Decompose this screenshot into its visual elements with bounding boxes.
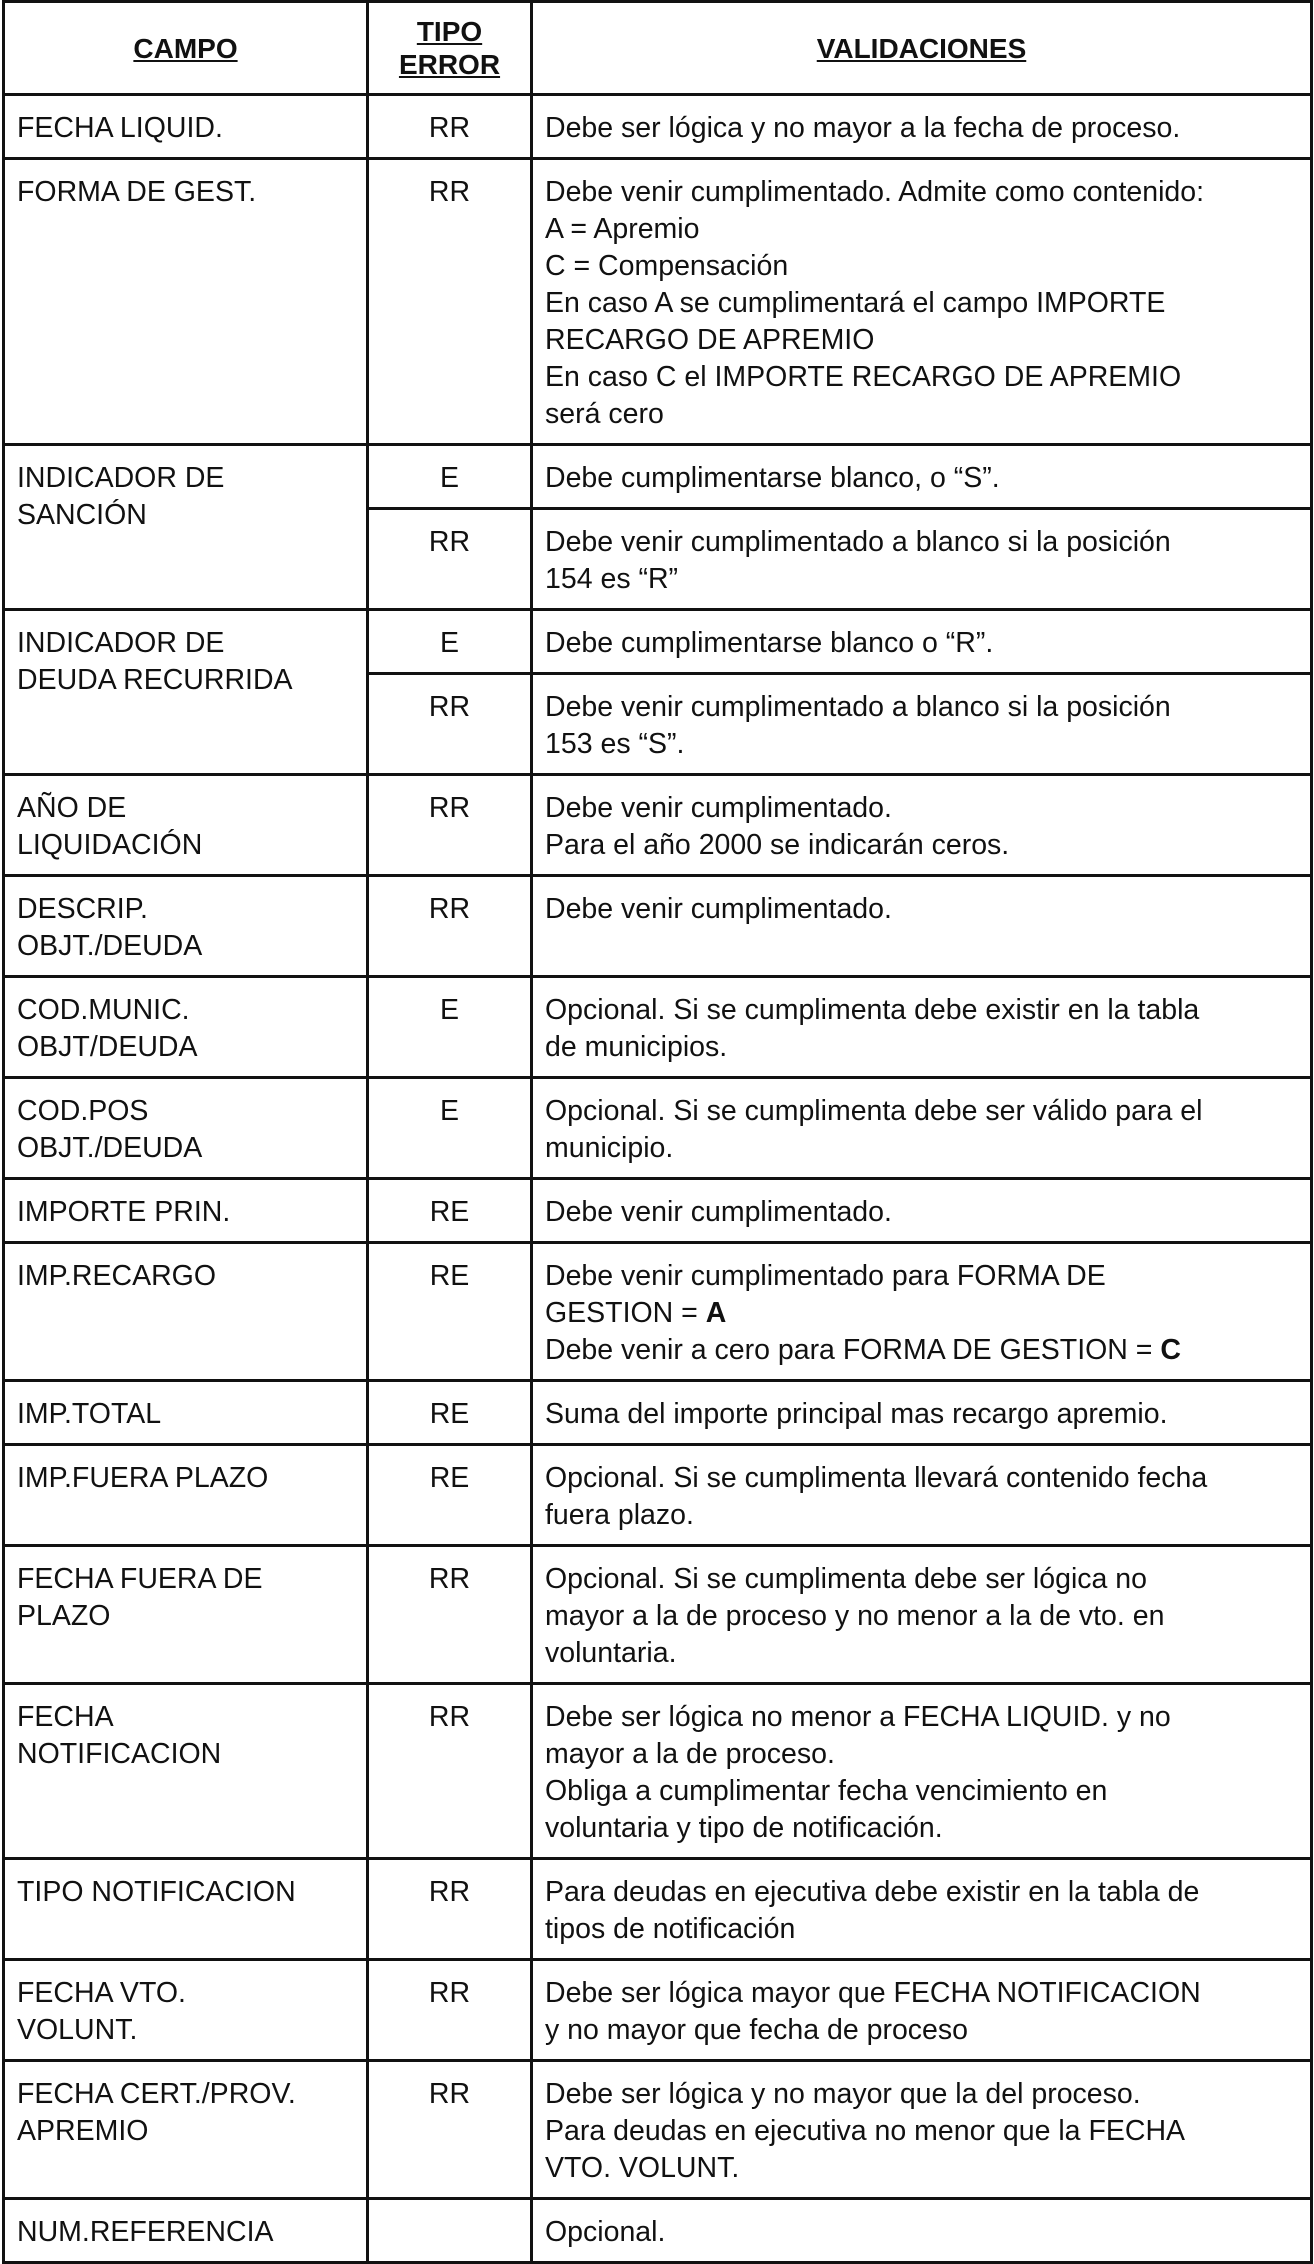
validacion-text: y no mayor que fecha de proceso <box>545 2014 969 2046</box>
table-row <box>4 1243 1312 1381</box>
validacion-text: municipio. <box>545 1132 674 1164</box>
campo-text: OBJT./DEUDA <box>17 1132 203 1164</box>
validacion-text: Debe venir cumplimentado. <box>545 893 892 925</box>
validacion-text: será cero <box>545 398 664 430</box>
validacion-cell <box>532 1179 1312 1243</box>
campo-text: OBJT/DEUDA <box>17 1031 198 1063</box>
table-body <box>4 95 1312 2263</box>
table-row <box>4 1546 1312 1684</box>
validation-table <box>2 0 1313 2264</box>
campo-text: AÑO DE <box>17 792 127 824</box>
validacion-cell <box>532 445 1312 509</box>
validacion-text: Debe ser lógica y no mayor a la fecha de proceso. <box>545 112 1181 144</box>
validacion-cell <box>532 1859 1312 1960</box>
validacion-cell <box>532 1546 1312 1684</box>
validacion-text: voluntaria. <box>545 1637 677 1669</box>
validacion-text: Para el año 2000 se indicarán ceros. <box>545 829 1010 861</box>
campo-cell <box>4 1684 368 1859</box>
validacion-text: C = Compensación <box>545 250 789 282</box>
campo-text: NOTIFICACION <box>17 1738 222 1770</box>
validacion-text: Debe ser lógica y no mayor que la del proceso. <box>545 2078 1141 2110</box>
campo-cell <box>4 1243 368 1381</box>
validacion-cell <box>532 2061 1312 2199</box>
campo-text: FECHA LIQUID. <box>17 112 223 144</box>
campo-text: IMP.TOTAL <box>17 1398 162 1430</box>
campo-text: FECHA <box>17 1701 114 1733</box>
validacion-text: En caso A se cumplimentará el campo IMPORTE <box>545 287 1166 319</box>
campo-text: OBJT./DEUDA <box>17 930 203 962</box>
campo-cell <box>4 977 368 1078</box>
header-tipo-error <box>368 2 532 95</box>
table-row <box>4 1445 1312 1546</box>
validacion-cell <box>532 1445 1312 1546</box>
validacion-cell <box>532 1381 1312 1445</box>
campo-text: COD.POS <box>17 1095 149 1127</box>
validacion-cell <box>532 610 1312 674</box>
table-row <box>4 445 1312 509</box>
tipo-error-cell: RE <box>368 1243 532 1381</box>
campo-text: PLAZO <box>17 1600 111 1632</box>
validacion-text: Opcional. Si se cumplimenta llevará contenido fecha <box>545 1462 1208 1494</box>
validacion-text: Opcional. Si se cumplimenta debe ser lógica no <box>545 1563 1147 1595</box>
tipo-error-cell: RR <box>368 1684 532 1859</box>
header-campo: CAMPO <box>4 2 368 95</box>
validacion-text: tipos de notificación <box>545 1913 796 1945</box>
campo-text: FECHA VTO. <box>17 1977 186 2009</box>
validacion-cell <box>532 775 1312 876</box>
validacion-cell <box>532 1078 1312 1179</box>
tipo-error-cell: E <box>368 610 532 674</box>
validacion-cell <box>532 509 1312 610</box>
validacion-cell <box>532 674 1312 775</box>
header-tipo-line1: TIPO <box>416 16 483 47</box>
campo-cell <box>4 1179 368 1243</box>
validacion-text: Para deudas en ejecutiva no menor que la FECHA <box>545 2115 1186 2147</box>
table-row <box>4 1381 1312 1445</box>
validacion-text: Obliga a cumplimentar fecha vencimiento en <box>545 1775 1108 1807</box>
campo-text: DESCRIP. <box>17 893 148 925</box>
tipo-error-cell: E <box>368 977 532 1078</box>
validacion-text: En caso C el IMPORTE RECARGO DE APREMIO <box>545 361 1182 393</box>
validacion-text: Debe ser lógica no menor a FECHA LIQUID. y no <box>545 1701 1171 1733</box>
table-row <box>4 610 1312 674</box>
campo-cell <box>4 1546 368 1684</box>
campo-text: COD.MUNIC. <box>17 994 190 1026</box>
validacion-text: Suma del importe principal mas recargo apremio. <box>545 1398 1168 1430</box>
validacion-text: voluntaria y tipo de notificación. <box>545 1812 943 1844</box>
tipo-error-cell: RR <box>368 95 532 159</box>
campo-text: IMP.FUERA PLAZO <box>17 1462 269 1494</box>
validacion-cell <box>532 876 1312 977</box>
campo-text: LIQUIDACIÓN <box>17 829 203 861</box>
tipo-error-cell: RR <box>368 1546 532 1684</box>
tipo-error-cell: E <box>368 445 532 509</box>
validacion-text: mayor a la de proceso y no menor a la de vto. en <box>545 1600 1165 1632</box>
validacion-text: Opcional. <box>545 2216 666 2248</box>
campo-cell <box>4 1859 368 1960</box>
campo-cell <box>4 445 368 610</box>
validacion-text: fuera plazo. <box>545 1499 694 1531</box>
campo-cell <box>4 2061 368 2199</box>
validacion-cell <box>532 159 1312 445</box>
campo-text: IMPORTE PRIN. <box>17 1196 231 1228</box>
tipo-error-cell: RR <box>368 159 532 445</box>
tipo-error-cell: RR <box>368 509 532 610</box>
campo-text: INDICADOR DE <box>17 462 225 494</box>
validacion-text: Opcional. Si se cumplimenta debe existir en la tabla <box>545 994 1200 1026</box>
campo-text: SANCIÓN <box>17 499 147 531</box>
campo-cell <box>4 2199 368 2263</box>
validacion-text: VTO. VOLUNT. <box>545 2152 740 2184</box>
validacion-text: Debe cumplimentarse blanco, o “S”. <box>545 462 1000 494</box>
validacion-cell <box>532 1684 1312 1859</box>
campo-cell <box>4 610 368 775</box>
header-tipo-line2: ERROR <box>398 49 501 80</box>
validacion-cell <box>532 1243 1312 1381</box>
validacion-cell <box>532 1960 1312 2061</box>
campo-text: IMP.RECARGO <box>17 1260 217 1292</box>
table-row <box>4 159 1312 445</box>
campo-cell <box>4 159 368 445</box>
validacion-text: Debe ser lógica mayor que FECHA NOTIFICACION <box>545 1977 1201 2009</box>
validacion-text: Debe venir cumplimentado a blanco si la posición <box>545 526 1171 558</box>
validacion-text: Debe venir cumplimentado para FORMA DE <box>545 1260 1106 1292</box>
campo-text: NUM.REFERENCIA <box>17 2216 274 2248</box>
validacion-text: Debe venir cumplimentado. <box>545 1196 892 1228</box>
campo-cell <box>4 95 368 159</box>
header-row <box>4 2 1312 95</box>
validacion-text: Para deudas en ejecutiva debe existir en la tabla de <box>545 1876 1200 1908</box>
table-row <box>4 1179 1312 1243</box>
table-row <box>4 775 1312 876</box>
validacion-text: Debe venir cumplimentado. <box>545 792 892 824</box>
table-row <box>4 1684 1312 1859</box>
tipo-error-cell: RR <box>368 674 532 775</box>
tipo-error-cell: RE <box>368 1445 532 1546</box>
tipo-error-cell: RR <box>368 1859 532 1960</box>
validacion-text: Debe venir cumplimentado a blanco si la posición <box>545 691 1171 723</box>
table-row <box>4 876 1312 977</box>
table-row <box>4 1960 1312 2061</box>
validacion-text: RECARGO DE APREMIO <box>545 324 875 356</box>
validation-document <box>2 0 1310 2248</box>
campo-text: FECHA CERT./PROV. <box>17 2078 296 2110</box>
tipo-error-cell <box>368 2199 532 2263</box>
tipo-error-cell: RR <box>368 876 532 977</box>
validacion-text: GESTION = A <box>545 1297 727 1329</box>
campo-text: TIPO NOTIFICACION <box>17 1876 296 1908</box>
tipo-error-cell: RE <box>368 1179 532 1243</box>
campo-text: INDICADOR DE <box>17 627 225 659</box>
campo-cell <box>4 775 368 876</box>
validacion-cell <box>532 2199 1312 2263</box>
campo-cell <box>4 1445 368 1546</box>
validacion-text: 154 es “R” <box>545 563 679 595</box>
validacion-text: Debe cumplimentarse blanco o “R”. <box>545 627 994 659</box>
campo-cell <box>4 1078 368 1179</box>
tipo-error-cell: RR <box>368 775 532 876</box>
campo-text: FECHA FUERA DE <box>17 1563 263 1595</box>
header-validaciones: VALIDACIONES <box>532 2 1312 95</box>
table-row <box>4 95 1312 159</box>
tipo-error-cell: RR <box>368 2061 532 2199</box>
validacion-text: Debe venir a cero para FORMA DE GESTION = C <box>545 1334 1181 1366</box>
campo-text: FORMA DE GEST. <box>17 176 257 208</box>
table-row <box>4 2061 1312 2199</box>
table-row <box>4 2199 1312 2263</box>
table-row <box>4 977 1312 1078</box>
table-row <box>4 1859 1312 1960</box>
campo-text: VOLUNT. <box>17 2014 138 2046</box>
validacion-text: 153 es “S”. <box>545 728 685 760</box>
tipo-error-cell: E <box>368 1078 532 1179</box>
validacion-cell <box>532 95 1312 159</box>
tipo-error-cell: RR <box>368 1960 532 2061</box>
table-row <box>4 1078 1312 1179</box>
campo-text: DEUDA RECURRIDA <box>17 664 293 696</box>
tipo-error-cell: RE <box>368 1381 532 1445</box>
validacion-text: A = Apremio <box>545 213 700 245</box>
validacion-text: de municipios. <box>545 1031 728 1063</box>
validacion-text: Opcional. Si se cumplimenta debe ser válido para el <box>545 1095 1203 1127</box>
validacion-text: Debe venir cumplimentado. Admite como contenido: <box>545 176 1205 208</box>
campo-cell <box>4 1381 368 1445</box>
validacion-text: mayor a la de proceso. <box>545 1738 835 1770</box>
validacion-cell <box>532 977 1312 1078</box>
campo-cell <box>4 1960 368 2061</box>
campo-cell <box>4 876 368 977</box>
campo-text: APREMIO <box>17 2115 149 2147</box>
